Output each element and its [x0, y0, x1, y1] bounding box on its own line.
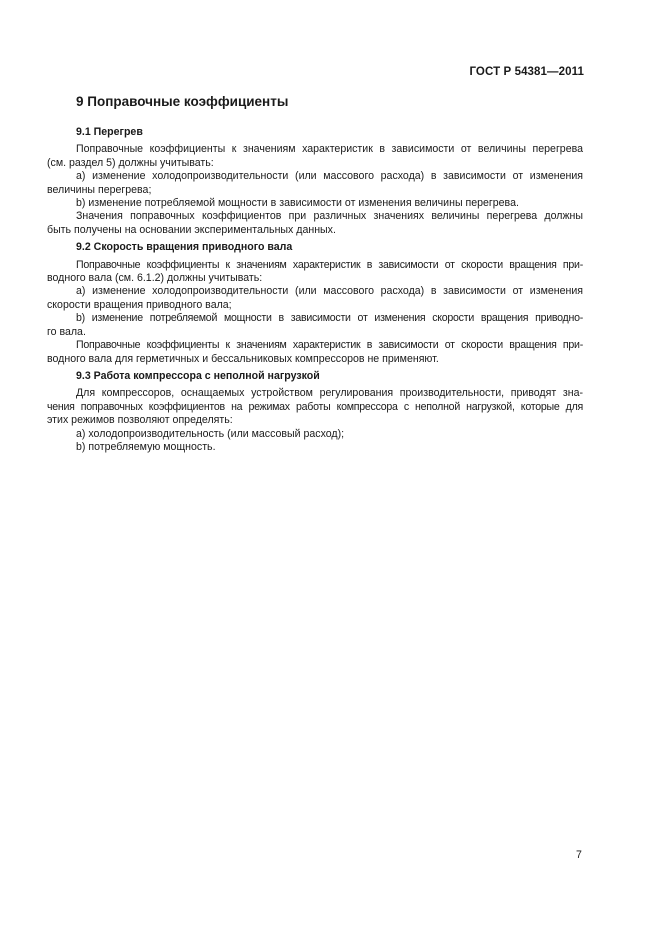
list-item-b: b) потребляемую мощность. [76, 440, 216, 453]
paragraph-line: водного вала (см. 6.1.2) должны учитывать: [47, 272, 263, 285]
section-body [47, 126, 583, 454]
list-item-b: b) изменение потребляемой мощности в зависимости от изменения величины перегрева. [76, 197, 519, 210]
list-item-a: a) изменение холодопроизводительности (или массового расхода) в зависимости от изменения [76, 285, 583, 298]
paragraph-line: (см. раздел 5) должны учитывать: [47, 156, 214, 169]
paragraph-line: чения поправочных коэффициентов на режимах работы компрессора с неполной нагрузкой, которые для [47, 400, 583, 413]
paragraph-line: этих режимов позволяют определять: [47, 414, 233, 427]
list-item-b: b) изменение потребляемой мощности в зависимости от изменения скорости вращения приводно- [76, 312, 583, 325]
paragraph-line: Значения поправочных коэффициентов при различных значениях величины перегрева должны [76, 210, 583, 223]
list-item-a: a) холодопроизводительность (или массовый расход); [76, 427, 345, 440]
paragraph-line: Поправочные коэффициенты к значениям характеристик в зависимости от величины перегрева [76, 143, 583, 156]
paragraph-line: величины перегрева; [47, 183, 152, 196]
page-number: 7 [576, 849, 582, 861]
paragraph-line: скорости вращения приводного вала; [47, 298, 232, 311]
subsection-heading-shaft-speed: 9.2 Скорость вращения приводного вала [76, 241, 293, 254]
paragraph-line: Поправочные коэффициенты к значениям характеристик в зависимости от скорости вращения при- [76, 258, 583, 271]
section-title: 9 Поправочные коэффициенты [76, 94, 289, 109]
paragraph-line: быть получены на основании экспериментальных данных. [47, 223, 336, 236]
subsection-heading-partial-load: 9.3 Работа компрессора с неполной нагрузкой [76, 369, 320, 382]
paragraph-line: Для компрессоров, оснащаемых устройством регулирования производительности, приводят зна- [76, 387, 583, 400]
standard-number: ГОСТ Р 54381—2011 [469, 66, 584, 78]
paragraph-line: го вала. [47, 325, 86, 338]
subsection-heading-superheat: 9.1 Перегрев [76, 126, 143, 138]
paragraph-line: водного вала для герметичных и бессальниковых компрессоров не применяют. [47, 352, 439, 365]
paragraph-line: Поправочные коэффициенты к значениям характеристик в зависимости от скорости вращения при- [76, 339, 583, 352]
list-item-a: a) изменение холодопроизводительности (или массового расхода) в зависимости от изменения [76, 170, 583, 183]
